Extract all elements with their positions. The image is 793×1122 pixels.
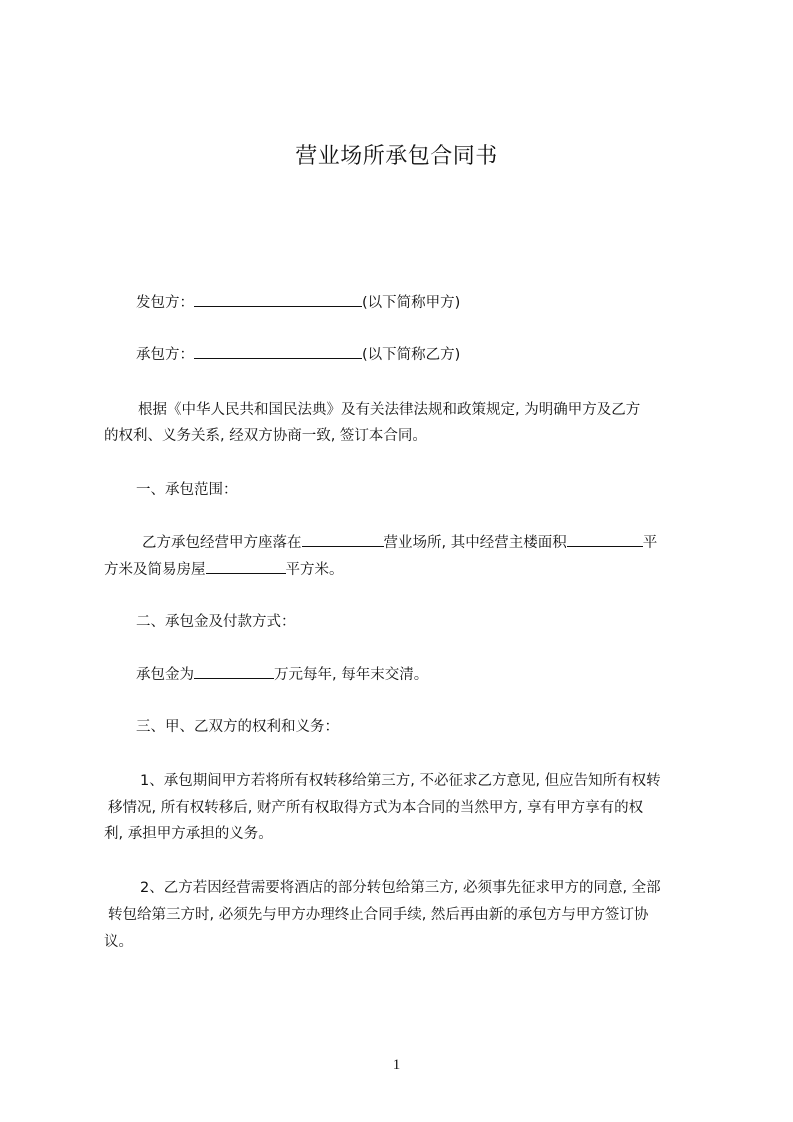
- location-blank: [302, 532, 384, 547]
- section-1-text-e: 平方米。: [285, 562, 344, 578]
- section-1-heading: 一、承包范围：: [136, 482, 238, 498]
- section-2-text-a: 承包金为: [136, 667, 194, 683]
- clause-1-line-3: 利, 承担甲方承担的义务。: [104, 826, 273, 842]
- party-b-blank: [194, 344, 362, 359]
- section-1-line-1: [142, 532, 657, 553]
- document-title: 营业场所承包合同书: [295, 144, 498, 169]
- section-1-text-a: 乙方承包经营甲方座落在: [142, 535, 302, 551]
- clause-1-line-2: 移情况, 所有权转移后, 财产所有权取得方式为本合同的当然甲方, 享有甲方享有的权: [108, 800, 644, 816]
- clause-2-line-2: 转包给第三方时, 必须先与甲方办理终止合同手续, 然后再由新的承包方与甲方签订协: [108, 907, 649, 923]
- main-building-area-blank: [567, 532, 643, 547]
- clause-2-line-1: 2、乙方若因经营需要将酒店的部分转包给第三方, 必须事先征求甲方的同意, 全部: [140, 880, 661, 896]
- party-b-label: 承包方：: [136, 347, 194, 363]
- party-a-line: [136, 292, 460, 313]
- simple-building-area-blank: [206, 559, 286, 574]
- section-1-text-c: 平: [642, 535, 658, 551]
- preamble-line-2: 的权利、义务关系, 经双方协商一致, 签订本合同。: [104, 428, 427, 444]
- contract-fee-blank: [194, 664, 274, 679]
- section-2-text-b: 万元每年, 每年末交清。: [274, 667, 429, 683]
- clause-2-line-3: 议。: [104, 934, 133, 950]
- section-1-text-b: 营业场所, 其中经营主楼面积: [383, 535, 567, 551]
- party-a-suffix: (以下简称甲方): [362, 295, 461, 311]
- preamble-line-1: 根据《中华人民共和国民法典》及有关法律法规和政策规定, 为明确甲方及乙方: [138, 402, 641, 418]
- section-2-heading: 二、承包金及付款方式：: [136, 614, 296, 630]
- party-b-suffix: (以下简称乙方): [362, 347, 461, 363]
- section-3-heading: 三、甲、乙双方的权利和义务：: [136, 719, 339, 735]
- party-b-line: [136, 344, 460, 365]
- clause-1-line-1: 1、承包期间甲方若将所有权转移给第三方, 不必征求乙方意见, 但应告知所有权转: [140, 773, 661, 789]
- section-2-line-1: [136, 664, 428, 685]
- page-number: 1: [392, 1057, 401, 1073]
- section-1-text-d: 方米及简易房屋: [104, 562, 206, 578]
- section-1-line-2: [104, 559, 344, 580]
- party-a-blank: [194, 292, 362, 307]
- party-a-label: 发包方：: [136, 295, 194, 311]
